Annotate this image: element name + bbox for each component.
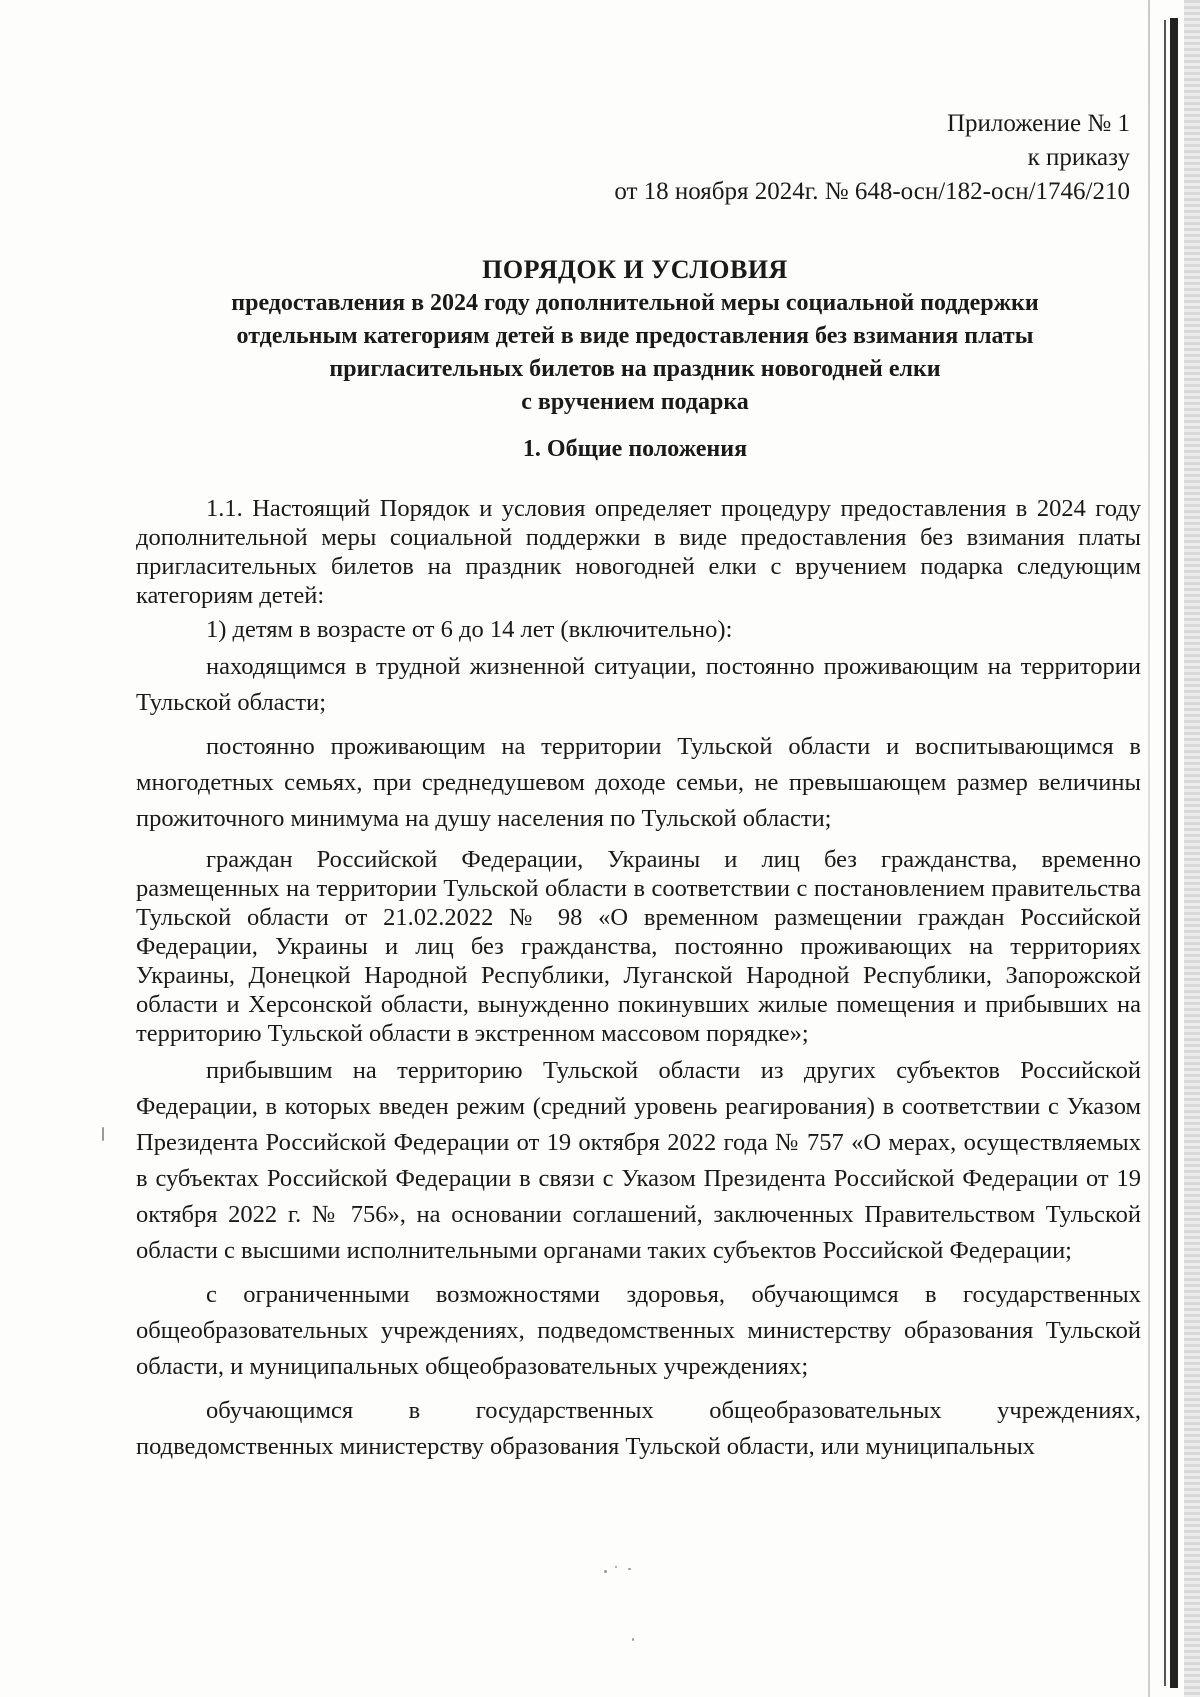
appendix-order-date: от 18 ноября 2024г. № 648-осн/182-осн/1746/210 xyxy=(614,178,1130,205)
scan-speck xyxy=(604,1570,607,1573)
paragraph: прибывшим на территорию Тульской области из других субъектов Российской Федерации, в которых введен режим (средний уровень реагирования) в соответствии с Указом Президента Российской Федерации от 19 октября 2022 года № 757 «О мерах, осуществляемых в субъектах Российской Федерации в связи с Указом Президента Российской Федерации от 19 октября 2022 г. № 756», на основании соглашений, заключенных Правительством Тульской области с высшими исполнительными органами таких субъектов Российской Федерации; xyxy=(136,1057,1141,1264)
document-subtitle-line: пригласительных билетов на праздник новогодней елки xyxy=(329,356,941,382)
paragraph: обучающимся в государственных общеобразовательных учреждениях, подведомственных министерству образования Тульской области, или муниципальных xyxy=(136,1397,1141,1460)
paragraph: граждан Российской Федерации, Украины и лиц без гражданства, временно размещенных на территории Тульской области в соответствии с постановлением правительства Тульской области от 21.02.2022 № 98 «О временном размещении граждан Российской Федерации, Украины и лиц без гражданства, постоянно проживающих на территориях Украины, Донецкой Народной Республики, Луганской Народной Республики, Запорожской области и Херсонской области, вынужденно покинувших жилые помещения и прибывших на территорию Тульской области в экстренном массовом порядке»; xyxy=(136,846,1141,1047)
document-subtitle-line: предоставления в 2024 году дополнительной меры социальной поддержки xyxy=(231,290,1039,316)
scan-edge-noise xyxy=(1184,0,1200,1697)
section-heading: 1. Общие положения xyxy=(522,436,748,462)
document-body xyxy=(136,494,1141,1473)
document-subtitle-line: отдельным категориям детей в виде предоставления без взимания платы xyxy=(236,323,1034,349)
scan-speck xyxy=(628,1568,631,1570)
paragraph: находящимся в трудной жизненной ситуации, постоянно проживающим на территории Тульской области; xyxy=(136,653,1141,716)
appendix-number: Приложение № 1 xyxy=(946,110,1130,137)
appendix-block xyxy=(614,107,1130,209)
document-subtitle-line: с вручением подарка xyxy=(521,389,749,415)
scan-speck xyxy=(632,1638,634,1641)
paragraph: 1.1. Настоящий Порядок и условия определяет процедуру предоставления в 2024 году дополнительной меры социальной поддержки в виде предоставления без взимания платы пригласительных билетов на праздник новогодней елки с вручением подарка следующим категориям детей: xyxy=(136,495,1141,609)
paragraph: 1) детям в возрасте от 6 до 14 лет (включительно): xyxy=(206,616,733,643)
scan-speck xyxy=(615,1566,617,1568)
document-title: ПОРЯДОК И УСЛОВИЯ xyxy=(482,255,788,284)
document-header xyxy=(120,253,1150,419)
paragraph: с ограниченными возможностями здоровья, обучающимся в государственных общеобразовательных учреждениях, подведомственных министерству образования Тульской области, и муниципальных общеобразовательных учреждениях; xyxy=(136,1281,1141,1380)
appendix-order-ref: к приказу xyxy=(1027,144,1130,171)
scan-speck xyxy=(102,1127,104,1141)
scan-edge-bar xyxy=(1170,18,1178,1688)
paragraph: постоянно проживающим на территории Тульской области и воспитывающимся в многодетных семьях, при среднедушевом доходе семьи, не превышающем размер величины прожиточного минимума на душу населения по Тульской области; xyxy=(136,733,1141,832)
